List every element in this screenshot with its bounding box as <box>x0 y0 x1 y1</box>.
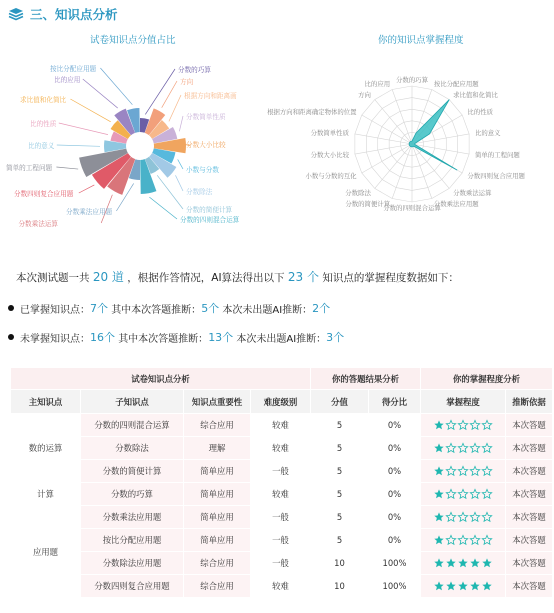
donut-label: 分数乘法应用题 <box>66 208 113 216</box>
star-empty-icon <box>470 512 480 522</box>
table-row <box>11 483 553 506</box>
cell-importance: 综合应用 <box>184 414 251 437</box>
leader-line <box>57 145 100 146</box>
col-score: 分值 <box>311 390 369 414</box>
star-filled-icon <box>458 581 468 591</box>
leader-line <box>175 175 183 191</box>
cell-basis: 本次答题 <box>506 483 553 506</box>
cell-importance: 综合应用 <box>184 552 251 575</box>
star-empty-icon <box>482 420 492 430</box>
star-empty-icon <box>482 512 492 522</box>
cell-main-topic: 计算 <box>11 483 81 506</box>
radar-label: 方向 <box>358 90 371 99</box>
star-filled-icon <box>434 443 444 453</box>
star-rating <box>434 489 492 499</box>
leader-line <box>149 197 177 219</box>
layers-icon <box>8 7 24 21</box>
star-filled-icon <box>434 558 444 568</box>
radar-label: 小数与分数的互化 <box>305 172 357 180</box>
cell-main-topic: 数的运算 <box>11 414 81 483</box>
star-empty-icon <box>470 489 480 499</box>
cell-importance: 简单应用 <box>184 483 251 506</box>
group-header-row <box>11 368 553 390</box>
cell-sub-topic: 分数四则复合应用题 <box>81 575 184 598</box>
radar-label: 分数的巧算 <box>396 76 428 84</box>
radar-label: 比的意义 <box>475 128 501 137</box>
left-chart-title: 试卷知识点分值占比 <box>90 35 176 46</box>
section-title-text: 三、知识点分析 <box>30 7 118 22</box>
donut-label: 比的性质 <box>30 120 57 128</box>
table-row <box>11 529 553 552</box>
star-empty-icon <box>470 535 480 545</box>
column-header-row <box>11 390 553 414</box>
radar-label: 分数除法 <box>345 189 371 198</box>
right-chart-title: 你的知识点掌握程度 <box>378 35 464 46</box>
cell-difficulty: 较难 <box>251 437 311 460</box>
star-filled-icon <box>434 466 444 476</box>
cell-mastery <box>421 529 506 552</box>
star-empty-icon <box>482 466 492 476</box>
cell-importance: 综合应用 <box>184 575 251 598</box>
cell-importance: 简单应用 <box>184 529 251 552</box>
cell-ratio: 0% <box>369 460 421 483</box>
donut-label: 比的应用 <box>54 76 81 84</box>
radar-axis <box>392 89 412 144</box>
donut-label: 根据方向和距离画 <box>184 92 237 100</box>
donut-label: 求比值和化简比 <box>20 96 67 104</box>
star-empty-icon <box>458 535 468 545</box>
cell-importance: 简单应用 <box>184 506 251 529</box>
leader-line <box>70 99 110 122</box>
bullet-icon <box>8 305 14 311</box>
cell-score: 5 <box>311 506 369 529</box>
leader-line <box>169 95 181 121</box>
cell-sub-topic: 分数除法应用题 <box>81 552 184 575</box>
cell-score: 5 <box>311 529 369 552</box>
cell-mastery <box>421 575 506 598</box>
mastered-ai-count: 2个 <box>312 302 331 315</box>
donut-label: 小数与分数 <box>186 166 219 174</box>
group-answer-analysis: 你的答题结果分析 <box>311 368 421 390</box>
star-empty-icon <box>470 420 480 430</box>
donut-label: 分数的巧算 <box>178 66 211 74</box>
unmastered-count: 16个 <box>90 331 115 344</box>
star-rating <box>434 512 492 522</box>
cell-ratio: 0% <box>369 414 421 437</box>
col-sub: 子知识点 <box>81 390 184 414</box>
table-row <box>11 414 553 437</box>
donut-label: 简单的工程问题 <box>6 164 53 172</box>
cell-difficulty: 较难 <box>251 483 311 506</box>
unmastered-line <box>8 329 344 345</box>
star-rating <box>434 581 492 591</box>
cell-main-topic: 应用题 <box>11 506 81 598</box>
star-empty-icon <box>446 420 456 430</box>
donut-label: 分数除法 <box>186 188 213 196</box>
table-row <box>11 460 553 483</box>
table-row <box>11 437 553 460</box>
star-rating <box>434 466 492 476</box>
cell-mastery <box>421 414 506 437</box>
star-rating <box>434 558 492 568</box>
star-empty-icon <box>458 466 468 476</box>
unmastered-answer-label: 其中本次答题推断： <box>118 333 209 345</box>
cell-ratio: 0% <box>369 437 421 460</box>
donut-segments <box>79 108 186 195</box>
bullet-icon <box>8 334 14 340</box>
radar-label: 分数四则复合应用题 <box>467 172 525 180</box>
unmastered-label: 未掌握知识点： <box>20 333 90 345</box>
star-empty-icon <box>446 535 456 545</box>
col-basis: 推断依据 <box>506 390 553 414</box>
question-count: 20 道 <box>92 270 124 284</box>
radar-label: 按比分配应用题 <box>433 79 479 88</box>
star-filled-icon <box>446 581 456 591</box>
donut-label: 分数的四则混合运算 <box>180 216 240 224</box>
cell-mastery <box>421 483 506 506</box>
radar-axis <box>392 144 412 199</box>
radar-label: 分数大小比较 <box>310 151 349 160</box>
star-empty-icon <box>458 420 468 430</box>
cell-basis: 本次答题 <box>506 460 553 483</box>
cell-importance: 简单应用 <box>184 460 251 483</box>
leader-line <box>179 116 183 131</box>
donut-label: 分数简单性质 <box>186 113 226 121</box>
leader-line <box>56 167 78 169</box>
donut-label: 分数的简便计算 <box>186 206 233 214</box>
star-empty-icon <box>446 489 456 499</box>
table-row <box>11 506 553 529</box>
cell-basis: 本次答题 <box>506 552 553 575</box>
summary-line <box>16 268 459 285</box>
star-empty-icon <box>458 512 468 522</box>
radar-label: 比的性质 <box>467 108 493 116</box>
cell-importance: 理解 <box>184 437 251 460</box>
star-filled-icon <box>446 558 456 568</box>
col-mastery: 掌握程度 <box>421 390 506 414</box>
cell-mastery <box>421 552 506 575</box>
cell-mastery <box>421 460 506 483</box>
cell-basis: 本次答题 <box>506 437 553 460</box>
star-empty-icon <box>470 443 480 453</box>
cell-basis: 本次答题 <box>506 529 553 552</box>
leader-line <box>157 175 183 209</box>
knowledge-count: 23 个 <box>287 270 319 284</box>
star-empty-icon <box>458 489 468 499</box>
knowledge-analysis-table <box>10 367 553 598</box>
unmastered-ai-count: 3个 <box>326 331 345 344</box>
leader-line <box>100 68 132 105</box>
star-filled-icon <box>458 558 468 568</box>
cell-basis: 本次答题 <box>506 506 553 529</box>
unmastered-ai-label: 本次未出题AI推断： <box>236 333 327 345</box>
cell-score: 5 <box>311 460 369 483</box>
group-exam-analysis: 试卷知识点分析 <box>11 368 311 390</box>
cell-mastery <box>421 506 506 529</box>
cell-basis: 本次答题 <box>506 414 553 437</box>
col-importance: 知识点重要性 <box>184 390 251 414</box>
radar-label: 根据方向和距离确定物体的位置 <box>267 108 357 116</box>
star-filled-icon <box>434 489 444 499</box>
mastered-answer-label: 其中本次答题推断： <box>111 304 202 316</box>
leader-line <box>83 79 118 108</box>
cell-basis: 本次答题 <box>506 575 553 598</box>
donut-label: 分数大小比较 <box>186 141 226 149</box>
table-row <box>11 552 553 575</box>
leader-line <box>162 81 177 108</box>
radar-axis <box>412 144 432 199</box>
star-filled-icon <box>470 558 480 568</box>
leader-line <box>178 159 183 169</box>
radar-label: 分数乘法运算 <box>453 189 492 198</box>
score-share-chart <box>0 44 275 234</box>
cell-ratio: 100% <box>369 552 421 575</box>
cell-score: 10 <box>311 552 369 575</box>
star-filled-icon <box>470 581 480 591</box>
star-filled-icon <box>434 420 444 430</box>
cell-score: 5 <box>311 483 369 506</box>
star-empty-icon <box>446 512 456 522</box>
cell-score: 5 <box>311 437 369 460</box>
star-empty-icon <box>446 466 456 476</box>
donut-label: 分数四则复合应用题 <box>14 190 74 198</box>
col-difficulty: 难度级别 <box>251 390 311 414</box>
cell-ratio: 0% <box>369 506 421 529</box>
cell-sub-topic: 分数的巧算 <box>81 483 184 506</box>
summary-text-1: 本次测试题一共 <box>16 272 90 284</box>
radar-label: 分数的简便计算 <box>345 200 391 209</box>
group-mastery-analysis: 你的掌握程度分析 <box>421 368 553 390</box>
star-filled-icon <box>434 535 444 545</box>
cell-difficulty: 较难 <box>251 414 311 437</box>
donut-label: 分数乘法运算 <box>18 220 58 228</box>
star-rating <box>434 420 492 430</box>
star-empty-icon <box>482 443 492 453</box>
cell-ratio: 0% <box>369 483 421 506</box>
star-empty-icon <box>482 489 492 499</box>
cell-difficulty: 一般 <box>251 506 311 529</box>
radar-label: 简单的工程问题 <box>475 151 520 160</box>
table-body <box>11 414 553 598</box>
col-ratio: 得分比 <box>369 390 421 414</box>
cell-sub-topic: 按比分配应用题 <box>81 529 184 552</box>
leader-line <box>79 185 95 193</box>
cell-mastery <box>421 437 506 460</box>
cell-difficulty: 较难 <box>251 575 311 598</box>
radar-label: 分数的四则混合运算 <box>383 204 441 212</box>
star-empty-icon <box>446 443 456 453</box>
cell-difficulty: 一般 <box>251 552 311 575</box>
cell-sub-topic: 分数的简便计算 <box>81 460 184 483</box>
radar-label: 求比值和化简比 <box>453 90 498 99</box>
star-empty-icon <box>458 443 468 453</box>
donut-label: 方向 <box>180 78 194 86</box>
cell-sub-topic: 分数的四则混合运算 <box>81 414 184 437</box>
table-row <box>11 575 553 598</box>
cell-ratio: 100% <box>369 575 421 598</box>
cell-sub-topic: 分数除法 <box>81 437 184 460</box>
leader-line <box>59 123 108 135</box>
star-rating <box>434 443 492 453</box>
mastered-label: 已掌握知识点： <box>20 304 90 316</box>
radar-labels <box>267 75 525 212</box>
mastered-ai-label: 本次未出题AI推断： <box>222 304 313 316</box>
radar-label: 分数简单性质 <box>310 128 349 137</box>
star-filled-icon <box>434 581 444 591</box>
donut-label: 比的意义 <box>28 142 55 150</box>
mastered-answer-count: 5个 <box>201 302 220 315</box>
donut-label: 按比分配应用题 <box>50 65 97 73</box>
cell-score: 10 <box>311 575 369 598</box>
star-empty-icon <box>482 535 492 545</box>
radar-label: 分数乘法应用题 <box>433 200 479 209</box>
mastery-radar-chart <box>267 44 554 234</box>
cell-difficulty: 一般 <box>251 460 311 483</box>
cell-difficulty: 一般 <box>251 529 311 552</box>
star-filled-icon <box>482 581 492 591</box>
col-main: 主知识点 <box>11 390 81 414</box>
radar-label: 比的应用 <box>364 79 391 88</box>
star-rating <box>434 535 492 545</box>
summary-text-2: ，根据作答情况，AI算法得出以下 <box>127 272 285 284</box>
mastered-count: 7个 <box>90 302 108 315</box>
unmastered-answer-count: 13个 <box>208 331 234 344</box>
cell-sub-topic: 分数乘法应用题 <box>81 506 184 529</box>
section-title <box>8 4 118 24</box>
star-filled-icon <box>482 558 492 568</box>
cell-score: 5 <box>311 414 369 437</box>
mastered-line <box>8 300 330 316</box>
summary-text-3: 知识点的掌握程度数据如下： <box>322 272 459 284</box>
star-filled-icon <box>434 512 444 522</box>
cell-ratio: 0% <box>369 529 421 552</box>
star-empty-icon <box>470 466 480 476</box>
